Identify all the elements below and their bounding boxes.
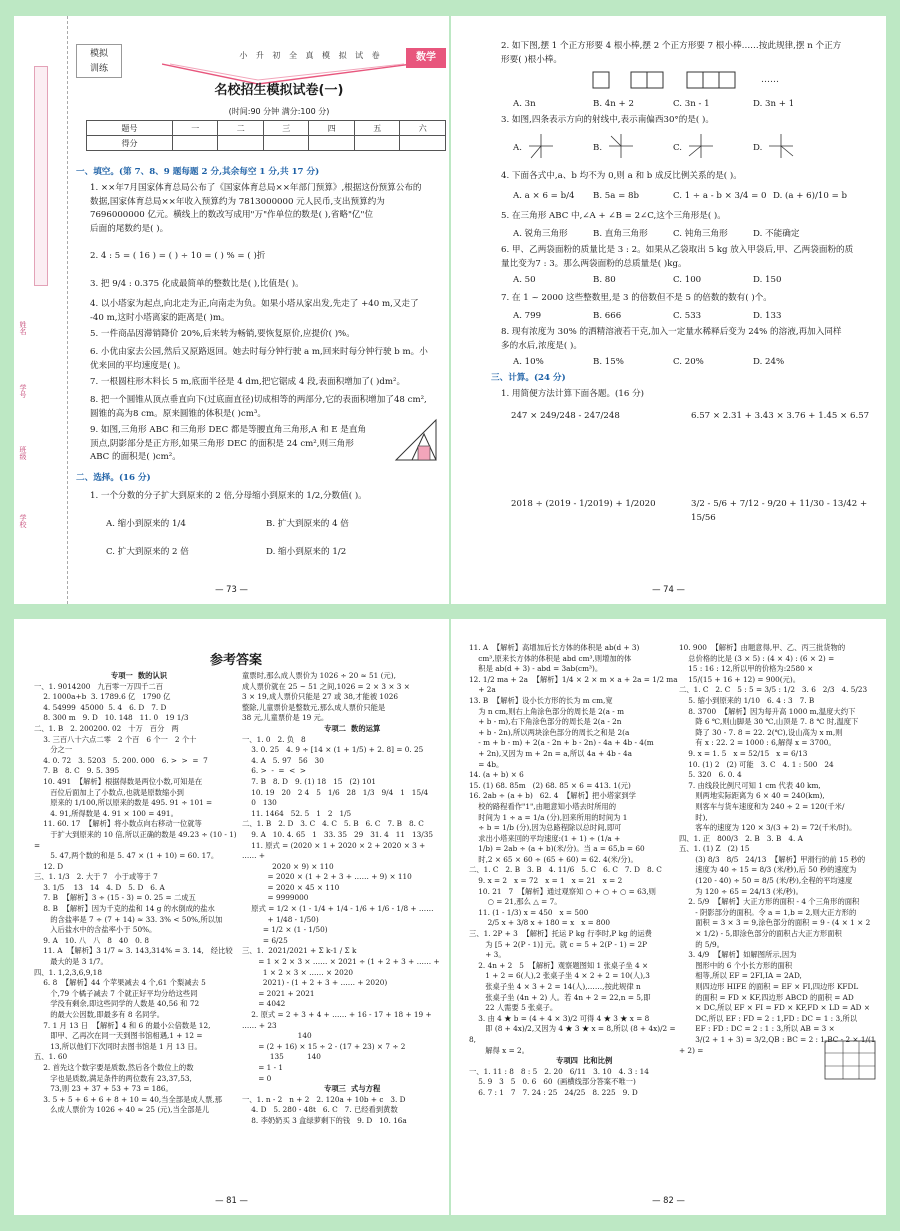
answer-line: 2. 5/9 【解析】大正方形的面积 - 4 个三角形的面积 <box>679 897 860 907</box>
answer-line: 时,2 × 65 × 60 ÷ (65 + 60) = 62. 4(米/分)。 <box>469 854 638 864</box>
answer-line: - m + b - m) + 2(a - 2n + b - 2n) - 4a + 4b - 4(m <box>469 738 654 748</box>
option[interactable]: A. 3n <box>513 99 536 109</box>
subject-tag: 数学 <box>406 48 446 68</box>
answer-line: 二、1. C 2. C 5 : 5 = 3/5 : 1/2 3. 6 2/3 4. 5/23 <box>679 685 868 695</box>
question-3: 3. 把 9/4 : 0.375 化成最简单的整数比是( ),比值是( )。 <box>90 279 304 289</box>
choice-question-5: 5. 在三角形 ABC 中,∠A + ∠B = 2∠C,这个三角形是( )。 <box>501 211 726 221</box>
question-1: 1. ××年7月国家体育总局公布了《国家体育总局××年部门预算》,根据这份预算公布的 数据,国家体育总局××年收入预算约为 7813000000 元人民币,支出预算约为 7696000000 亿元。横线上的数改写成用"万"作单位的数是( ),省略"亿"位 后面的尾数约是( )。 <box>90 183 422 234</box>
option[interactable]: B. 5a = 8b <box>593 191 640 201</box>
calc-item-1: 247 × 249/248 - 247/248 <box>511 411 620 421</box>
option[interactable]: D. 不能确定 <box>753 229 800 239</box>
answer-line: 10. 21 7 【解析】通过观察知 ○ + ○ + ○ = 63,则 <box>469 886 656 896</box>
choice-option-d[interactable]: D. 缩小到原来的 1/2 <box>266 547 347 557</box>
answer-line: 三、1. 2021/2021 + Σ k-1 / Σ k <box>242 946 357 956</box>
answer-line: 7. 1 月 13 日 【解析】4 和 6 的最小公倍数是 12, <box>34 1020 211 1030</box>
answer-line: = 4b。 <box>469 759 504 769</box>
answer-line: 总价格的比是 (3 × 5) : (4 × 4) : (6 × 2) = <box>679 653 835 663</box>
notice-stripe <box>34 66 48 286</box>
calc-item-2: 6.57 × 2.31 + 3.43 × 3.76 + 1.45 × 6.57 <box>691 411 870 421</box>
answer-line: = (2 + 16) × 15 ÷ 2 - (17 + 23) × 7 ÷ 2 <box>242 1041 406 1051</box>
question-6: 6. 小优由家去公园,然后又原路返回。她去时每分钟行驶 a m,回来时每分钟行驶 b m。小 优来回的平均速度是( )。 <box>90 347 428 371</box>
page-number: — 81 — <box>215 1195 248 1205</box>
answer-line: 专项三 式与方程 <box>303 1084 381 1094</box>
answer-line: 0 130 <box>242 798 277 808</box>
question-4: 4. 以小塔家为起点,向北走为正,向南走为负。如果小塔从家出发,先走了 +40 m,又走了 -40 m,这时小塔离家的距离是( )m。 <box>90 299 419 323</box>
option[interactable]: A. 50 <box>513 275 536 285</box>
answer-line: 3. 由 4 ★ b = (4 + 4 × 3)/2 可得 4 ★ 3 ★ x = 8 <box>469 1013 650 1023</box>
answer-line: 14. (a + b) × 6 <box>469 770 524 780</box>
answer-line: 3. 5 + 5 + 6 + 6 + 8 + 10 = 40,当全部是成人票,那 <box>34 1094 222 1104</box>
answer-line: 13. B 【解析】设小长方形的长为 m cm,宽 <box>469 695 613 705</box>
section-fill-in: 一、填空。(第 7、8、9 题每题 2 分,其余每空 1 分,共 17 分) <box>76 167 320 177</box>
option[interactable]: A. 锐角三角形 <box>513 229 568 239</box>
choice-option-b[interactable]: B. 扩大到原来的 4 倍 <box>266 519 349 529</box>
answer-line: 原式 = 1/2 × (1 - 1/4 + 1/4 - 1/6 + 1/6 - 1/8 + …… <box>242 904 434 914</box>
answer-line: 三、1. 1/3 2. 大于 7 小于或等于 7 <box>34 872 158 882</box>
answer-line: 为 n cm,则右上角涂色部分的周长是 2(a - m <box>469 706 624 716</box>
answer-line: 7. B 8. D 9. (1) 18 15 (2) 101 <box>242 776 376 786</box>
answer-line: 4. D 5. 280 - 48t 6. C 7. 已经看到黄数 <box>242 1105 398 1115</box>
choice-option-c[interactable]: C. 扩大到原来的 2 倍 <box>106 547 189 557</box>
answer-line: 2. 首先这个数字要是质数,然后各个数位上的数 <box>34 1062 194 1072</box>
option[interactable]: D. (a + 6)/10 = b <box>773 191 848 201</box>
answer-line: 么成人票价为 1026 ÷ 40 ≈ 25 (元),当全部是儿 <box>34 1105 210 1115</box>
answer-line: = 1/2 × (1 - 1/50) <box>242 925 328 935</box>
answer-line: = 9999000 <box>242 893 309 903</box>
answer-line: 一、1. 11 : 8 8 : 5 2. 20 6/11 3. 10 4. 3 : 14 <box>469 1066 649 1076</box>
question-5: 5. 一件商品因滞销降价 20%,后来转为畅销,要恢复原价,应提价( )%。 <box>90 329 355 339</box>
answer-line: DC,所以 EF : FD = 2 : 1,FD : DC = 1 : 3,所以 <box>679 1013 858 1023</box>
answer-line: 11. (1 - 1/3) x = 450 x = 500 <box>469 907 589 917</box>
answer-line: 4. 91,所得数是 4. 91 × 100 = 491。 <box>34 808 178 818</box>
answer-line: 12. D <box>34 861 64 871</box>
score-cell: 题号 <box>87 121 173 136</box>
binding-sidebar <box>14 16 68 604</box>
answers-column-left <box>469 643 679 1099</box>
choice-question-3: 3. 如图,四条表示方向的射线中,表示南偏西30°的是( )。 <box>501 115 714 125</box>
answer-line: 一、1. 9014200 九百零一万四千二百 <box>34 681 164 691</box>
answer-line: 10. 19 20 2 4 5 1/6 28 1/3 9/4 1 15/4 <box>242 787 429 797</box>
score-cell[interactable] <box>172 136 218 151</box>
answer-line: 8. 李奶奶买 3 盒绿萝剩下的钱 9. D 10. 16a <box>242 1115 407 1125</box>
answer-line: 3. 三百八十六点二零 2 个百 6 个一 2 个十 <box>34 734 197 744</box>
answer-line: 4. 54999 45000 5. 4 6. D 7. D <box>34 702 167 712</box>
answer-line: 11. 原式 = (2020 × 1 + 2020 × 2 + 2020 × 3 + …… + <box>242 840 428 861</box>
answer-line: 10. 900 【解析】由题意得,甲、乙、丙三批货物的 <box>679 643 846 652</box>
section-calculation: 三、计算。(24 分) <box>491 373 566 383</box>
svg-text:……: …… <box>761 75 779 85</box>
answer-line: 有 x : 22. 2 = 1000 : 6,解得 x = 3700。 <box>679 738 836 748</box>
option[interactable]: B. 直角三角形 <box>593 229 648 239</box>
answers-heading: 参考答案 <box>210 653 263 668</box>
option[interactable]: C. 20% <box>673 357 704 367</box>
score-cell: 得分 <box>87 136 173 151</box>
score-cell: 六 <box>400 121 446 136</box>
answer-line: 则客车与货车速度和为 240 ÷ 2 = 120(千米/ <box>679 801 845 811</box>
answer-line: 5. 9 3 5 0. 6 60 (画横线部分答案不唯一) <box>469 1077 636 1087</box>
answer-line: = 2021 + 2021 <box>242 988 315 998</box>
triangle-figure <box>392 416 442 466</box>
answer-line: 五、1. (1) Z (2) 15 <box>679 844 750 854</box>
answer-line: = 4042 <box>242 999 286 1009</box>
exam-page-74 <box>451 16 886 604</box>
answer-line: 学没有剩余,即这些同学的人数是 40,56 和 72 <box>34 999 200 1009</box>
question-2: 2. 4 : 5 = ( 16 ) = ( ) ÷ 10 = ( ) % = ( )折 <box>90 251 266 261</box>
answer-line: 百位后面加上了小数点,也就是原数缩小到 <box>34 787 184 797</box>
option[interactable]: D. 150 <box>753 275 782 285</box>
answer-line: 专项四 比和比例 <box>535 1056 613 1066</box>
option[interactable]: D. <box>753 143 763 153</box>
answer-line: 11. A 【解析】3 1/7 ≈ 3. 143,314% = 3. 14, 经比较 <box>34 946 233 956</box>
answer-line: 9. x = 1. 5 x = 52/15 x = 6/13 <box>679 748 808 758</box>
answer-line: 时), <box>679 812 708 822</box>
answer-line: 专项一 数的认识 <box>110 671 168 680</box>
option[interactable]: C. 533 <box>673 311 702 321</box>
answer-line: 的最大公因数,即最多有 8 名同学。 <box>34 1010 165 1019</box>
answer-page-82 <box>451 619 886 1215</box>
option[interactable]: C. 100 <box>673 275 702 285</box>
answer-line: 10. (1) 2 (2) 可能 3. C 4. 1 : 500 24 <box>679 759 834 769</box>
answer-line: + b - 2n),所以两块涂色部分的周长之和是 2(a <box>469 727 630 737</box>
answer-line: cm³,原来长方体的体积是 abd cm³,则增加的体 <box>469 653 632 663</box>
sidebar-label-id: 学号 <box>19 384 27 398</box>
answer-line: 9. A 10. 4. 65 1 33. 35 29 31. 4 11 13/35 <box>242 829 434 839</box>
choice-question-4: 4. 下面各式中,a、b 均不为 0,则 a 和 b 成反比例关系的是( )。 <box>501 171 742 181</box>
answer-line: 一、1. n - 2 n + 2 2. 120a + 10b + c 3. D <box>242 1094 406 1104</box>
answer-line: 即甲、乙再次在同一天到图书馆相遇,1 + 12 = <box>34 1031 203 1041</box>
answer-line: 6. > - = < > <box>242 766 307 776</box>
answer-line: = 0 <box>242 1073 272 1083</box>
option[interactable]: C. 钝角三角形 <box>673 229 728 239</box>
answer-line: 降了 30 - 7. 8 = 22. 2(℃),设山高为 x m,则 <box>679 727 843 737</box>
page-number: — 74 — <box>652 584 685 594</box>
option[interactable]: A. 799 <box>513 311 542 321</box>
answer-line: 3. 0. 25 4. 9 ÷ [14 × (1 + 1/5) + 2. 8] = 0. 25 <box>242 745 424 755</box>
answer-line: 2/5 x + 3/8 x + 180 = x x = 800 <box>469 918 610 928</box>
answer-line: 7. B 8. C 9. 5. 395 <box>34 766 120 776</box>
option[interactable]: B. 4n + 2 <box>593 99 634 109</box>
answer-line: 11. 1464 52. 5 1 2 1/5 <box>242 808 352 818</box>
answer-line: 客车的速度为 120 × 3/(3 + 2) = 72(千米/时)。 <box>679 823 857 833</box>
sidebar-label-class: 班级 <box>19 446 27 460</box>
answer-line: 相等,所以 EF = 2FI,IA = 2AD, <box>679 971 802 981</box>
answer-line: 的面积 = FD × KF,四边形 ABCD 的面积 = AD <box>679 992 854 1002</box>
answer-line: 求出小塔来回的平均速度:(1 + 1) ÷ (1/a + <box>469 833 621 843</box>
answer-line: × DC,所以 EF × FI = FD × KF,FD × LD = AD × <box>679 1003 870 1013</box>
answer-line: 8. 3700 【解析】因为每升高 1000 m,温度大约下 <box>679 706 856 716</box>
answer-line: 4. 0. 72 3. 5203 5. 200. 000 6. > > = 7 <box>34 755 208 765</box>
choice-question-8: 8. 现有浓度为 30% 的洒精溶液若干克,加入一定量水稀释后变为 24% 的溶液,再加入同样 多的水后,浓度是( )。 <box>501 327 842 351</box>
matchstick-squares-figure <box>591 68 841 92</box>
answers-column-right <box>242 671 442 1127</box>
option[interactable]: C. 3n - 1 <box>673 99 710 109</box>
exam-page-73 <box>14 16 449 604</box>
answer-line: 的含盐率是 7 ÷ (7 + 14) ≈ 33. 3% < 50%,所以加 <box>34 914 223 924</box>
answer-line: 5. 缩小到原来的 1/10 6. 4 : 3 7. B <box>679 695 815 705</box>
score-cell: 一 <box>172 121 218 136</box>
answer-line: 6. 8 【解析】44 个苹果减去 4 个,61 个梨减去 5 <box>34 978 206 988</box>
answer-line: = 6/25 <box>242 935 288 945</box>
answer-line: 个,79 个橘子减去 7 个就正好平均分给这些同 <box>34 988 198 998</box>
answer-line: 张桌子坐 (4n + 2) 人。若 4n + 2 = 22,n = 5,即 <box>469 992 651 1002</box>
answer-line: 1 × 2 × 3 × …… × 2020 <box>242 967 353 977</box>
answers-column-right <box>679 643 883 1056</box>
option[interactable]: A. 10% <box>513 357 544 367</box>
option[interactable]: C. <box>673 143 683 153</box>
answer-line: 二、1. B 2. 200200. 02 十万 百分 两 <box>34 723 179 733</box>
calc-item-4: 3/2 - 5/6 + 7/12 - 9/20 + 11/30 - 13/42 + 15/56 <box>691 499 868 523</box>
score-cell[interactable] <box>354 136 400 151</box>
answer-line: 1 + 2 = 6(人),2 张桌子坐 4 × 2 + 2 = 10(人),3 <box>469 971 650 981</box>
option[interactable]: A. <box>513 143 522 153</box>
answer-line: 6. 7 : 1 7 7. 24 : 25 24/25 8. 225 9. D <box>469 1087 638 1097</box>
choice-question-6: 6. 甲、乙两袋面粉的质量比是 3 : 2。如果从乙袋取出 5 kg 放入甲袋后,甲、乙两袋面粉的质 量比变为7 : 3。那么两袋面粉的总质量是( )kg。 <box>501 245 854 269</box>
answer-line: 3 × 19,成人票价只能是 27 或 38,才能被 1026 <box>242 692 399 702</box>
score-cell[interactable] <box>263 136 309 151</box>
answer-line: 专项二 数的运算 <box>303 723 381 733</box>
option[interactable]: B. 666 <box>593 311 622 321</box>
answer-line: 图形中的 6 个小长方形的面积 <box>679 960 793 970</box>
answer-line: 7. B 【解析】3 ÷ (15 - 3) = 0. 25 = 二成五 <box>34 893 196 903</box>
option[interactable]: D. 24% <box>753 357 785 367</box>
answer-line: 13,所以他们下次同时去图书馆是 1 月 13 日。 <box>34 1041 202 1051</box>
choice-option-a[interactable]: A. 缩小到原来的 1/4 <box>106 519 186 529</box>
answer-line: 解得 x = 2。 <box>469 1045 529 1055</box>
answer-line: 二、1. B 2. D 3. C 4. C 5. B 6. C 7. B 8. C <box>242 819 424 829</box>
answer-line: 张桌子坐 4 × 3 + 2 = 14(人),……,按此规律 n <box>469 982 641 991</box>
answer-line: 则两地实际距离为 6 × 40 = 240(km), <box>679 791 825 801</box>
answer-line: 最大的是 3 1/7。 <box>34 957 108 967</box>
answer-line: 15. (1) 68. 85m (2) 68. 85 × 6 = 413. 1(元) <box>469 780 631 790</box>
answer-line: 73,则 23 + 37 + 53 + 73 = 186。 <box>34 1084 173 1094</box>
answer-line: 9. A 10. 八 八 8 40 0. 8 <box>34 935 149 945</box>
answer-line: 12. 1/2 ma + 2a 【解析】1/4 × 2 × m × a + 2a = 1/2 ma <box>469 674 678 684</box>
answer-line: 9. x = 2 x = 72 x = 1 x = 21 x = 2 <box>469 876 623 886</box>
answer-line: 3. 4/9 【解析】如解图所示,因为 <box>679 950 797 960</box>
page-number: — 73 — <box>215 584 248 594</box>
answer-line: 2020 × 9) × 110 <box>242 861 334 871</box>
direction-rays-figure <box>527 132 827 162</box>
score-table-score-row <box>87 136 446 151</box>
answer-line: EF : FD : DC = 2 : 1 : 3,所以 AB = 3 × <box>679 1024 835 1034</box>
answer-line: 校的路程看作"1",由题意知小塔去时所用的 <box>469 801 617 811</box>
answer-line: 速度为 40 ÷ 15 = 8/3 (米/秒),后 50 秒的速度为 <box>679 865 857 875</box>
option[interactable]: B. 80 <box>593 275 616 285</box>
answer-line: 二、1. C 2. B 3. B 4. 11/6 5. C 6. C 7. D 8. C <box>469 865 662 875</box>
question-7: 7. 一根圆柱形木料长 5 m,底面半径是 4 dm,把它锯成 4 段,表面积增加了( )dm²。 <box>90 377 406 387</box>
answer-line: 11. 60. 17 【解析】将小数点向右移动一位就等 <box>34 819 202 829</box>
answer-line: 10. 491 【解析】根据得数是两位小数,可知是在 <box>34 776 203 786</box>
answer-line: 2. 1000a+b 3. 1789.6 亿 1790 亿 <box>34 692 171 702</box>
answer-line: 2. 4n + 2 5 【解析】观察题图知 1 张桌子坐 4 × <box>469 960 649 970</box>
answer-line: = 1 × 2 × 3 × …… × 2021 ÷ (1 + 2 + 3 + …… + <box>242 957 440 967</box>
sidebar-label-name: 姓名 <box>19 321 27 335</box>
option[interactable]: D. 3n + 1 <box>753 99 795 109</box>
answer-line: 四、1. 正 800/3 2. B 3. B 4. A <box>679 833 803 843</box>
answer-line: 一、1. 0 2. 负 8 <box>242 734 306 744</box>
answer-line: 15 : 16 : 12,所以甲的价格为:2580 × <box>679 664 814 674</box>
answer-line: 时间为 1 ÷ a = 1/a (分),回来所用的时间为 1 <box>469 812 628 822</box>
calc-title: 1. 用简便方法计算下面各题。(16 分) <box>501 389 645 399</box>
answer-line: 原来的 1/100,所以原来的数是 495. 91 ÷ 101 = <box>34 798 213 808</box>
answer-line: (3) 8/3 8/5 24/13 【解析】甲滑行的前 15 秒的 <box>679 854 866 864</box>
question-8: 8. 把一个圆锥从顶点垂直向下(过底面直径)切成相等的两部分,它的表面积增加了48 cm², 圆锥的高为8 cm。原来圆锥的体积是( )cm³。 <box>90 395 427 419</box>
exam-title: 名校招生模拟试卷(一) <box>214 83 344 98</box>
section-choice: 二、选择。(16 分) <box>76 473 151 483</box>
answer-line: 5. 320 6. 0. 4 <box>679 770 742 780</box>
answer-line: 积是 ab(d + 3) - abd = 3ab(cm³)。 <box>469 664 603 674</box>
option[interactable]: D. 133 <box>753 311 782 321</box>
answer-page-81 <box>14 619 449 1215</box>
calc-item-3: 2018 ÷ (2019 - 1/2019) + 1/2020 <box>511 499 656 509</box>
score-cell: 四 <box>309 121 355 136</box>
answer-line: 4. A 5. 97 56 30 <box>242 755 324 765</box>
answers-column-left <box>34 671 244 1116</box>
answer-line: + 3。 <box>469 950 506 960</box>
choice-question-2: 2. 如下图,摆 1 个正方形要 4 根小棒,摆 2 个正方形要 7 根小棒……按此规律,摆 n 个正方 形要( )根小棒。 <box>501 41 842 65</box>
page-number: — 82 — <box>652 1195 685 1205</box>
score-table-header-row <box>87 121 446 136</box>
answer-line: 分之一 <box>34 745 73 755</box>
answer-line: 降 6 ℃,则山脚是 30 ℃,山顶是 7. 8 ℃ 时,温度下 <box>679 717 859 727</box>
sidebar-label-school: 学校 <box>19 514 27 528</box>
answer-line: + 2a <box>469 685 496 695</box>
answer-line: 2. 原式 = 2 + 3 + 4 + …… + 16 - 17 + 18 + 19 + …… + 23 <box>242 1010 434 1030</box>
score-table <box>86 120 446 151</box>
answer-line: 38 元,儿童票价是 19 元。 <box>242 713 329 723</box>
answer-line: 135 140 <box>242 1052 321 1062</box>
answer-line: 7. 由线段比例尺可知 1 cm 代表 40 km, <box>679 780 821 790</box>
exam-banner: 小 升 初 全 真 模 拟 试 卷 <box>239 51 383 60</box>
answer-line: ÷ b = 1/b (分),因为总路程除以总时间,即可 <box>469 823 622 833</box>
score-cell[interactable] <box>218 136 264 151</box>
answer-line: + b - m),右下角涂色部分的周长是 2(a - 2n <box>469 717 622 727</box>
score-cell[interactable] <box>309 136 355 151</box>
training-badge: 模拟 训练 <box>76 44 122 78</box>
answer-line: ○ = 21,那么 △ = 7。 <box>469 897 562 907</box>
answer-line: 22 人需要 5 张桌子。 <box>469 1003 558 1013</box>
answer-line: 1/b) = 2ab ÷ (a + b)(米/分)。当 a = 65,b = 60 <box>469 844 645 854</box>
score-cell: 三 <box>263 121 309 136</box>
answer-line: = 2020 × 45 × 110 <box>242 882 340 892</box>
option[interactable]: C. 1 ÷ a - b × 3/4 = 0 <box>673 191 767 201</box>
answer-line: 8. 300 m 9. D 10. 148 11. 0 19 1/3 <box>34 713 189 723</box>
answer-line: 整除,儿童票价是整数元,那么成人票价只能是 <box>242 702 386 712</box>
option[interactable]: A. a × 6 = b/4 <box>513 191 575 201</box>
answer-line: 面积 = 3 × 3 = 9,涂色部分的面积 = 9 - (4 × 1 × 2 <box>679 918 871 928</box>
question-9: 9. 如图,三角形 ABC 和三角形 DEC 都是等腰直角三角形,A 和 E 是直角 顶点,阴影部分是正方形,如果三角形 DEC 的面积是 24 cm²,则三角形 ABC 的面积是( )cm²。 <box>90 425 367 463</box>
choice-question-7: 7. 在 1 ~ 2000 这些整数里,是 3 的倍数但不是 5 的倍数的数有( )个。 <box>501 293 772 303</box>
answer-line: 则四边形 HIFE 的面积 = EF × FI,四边形 KFDL <box>679 982 859 991</box>
answer-line: × 1/2) - 5,即涂色部分的面积占大正方形面积 <box>679 929 842 939</box>
answer-line: 的 5/9。 <box>679 939 724 949</box>
answer-line: 为 120 ÷ 65 = 24/13 (米/秒)。 <box>679 886 803 896</box>
score-cell: 五 <box>354 121 400 136</box>
answer-line: (120 - 40) ÷ 50 = 8/5 (米/秒),全程的平均速度 <box>679 876 853 886</box>
answer-line: - 阴影部分的面积。令 a = 1,b = 2,则大正方形的 <box>679 907 857 917</box>
answer-line: 3/(2 + 1 + 3) = 3/2,QB : BC = 2 : 1,BC - 2 × 1/(1 + 2) = <box>679 1034 878 1055</box>
answer-line: 五、1. 60 <box>34 1052 68 1062</box>
answer-line: + 2n),又因为 m + 2n = a,所以 4a + 4b - 4a <box>469 748 632 758</box>
answer-line: 成人票价就在 25 ~ 51 之间,1026 = 2 × 3 × 3 × <box>242 681 410 691</box>
answer-line: 三、1. 2P + 3 【解析】托运 P kg 行李时,P kg 的运费 <box>469 929 652 939</box>
option[interactable]: B. 15% <box>593 357 624 367</box>
answer-line: = 1 - 1 <box>242 1062 284 1072</box>
answer-line: 入后盐水中的含盐率小于 50%。 <box>34 925 157 935</box>
answer-line: 11. A 【解析】高增加后长方体的体积是 ab(d + 3) <box>469 643 640 652</box>
choice-question-1: 1. 一个分数的分子扩大到原来的 2 倍,分母缩小到原来的 1/2,分数值( )。 <box>90 491 367 501</box>
answer-line: + 1/48 - 1/50) <box>242 914 319 924</box>
score-cell[interactable] <box>400 136 446 151</box>
answer-line: 140 <box>242 1031 312 1041</box>
answer-line: 于扩大到原来的 10 倍,所以正确的数是 49.23 ÷ (10 - 1) = <box>34 829 239 850</box>
answer-line: 四、1. 1,2,3,6,9,18 <box>34 967 102 977</box>
answer-line: 童票时,那么成人票价为 1026 ÷ 20 ≈ 51 (元), <box>242 671 396 680</box>
answer-line: = 2020 × (1 + 2 + 3 + …… + 9) × 110 <box>242 872 412 882</box>
answer-line: 15/(15 + 16 + 12) = 900(元)。 <box>679 674 801 684</box>
score-cell: 二 <box>218 121 264 136</box>
answer-line: 2021) - (1 + 2 + 3 + …… + 2020) <box>242 978 388 988</box>
answer-line: 字也是质数,满足条件的两位数有 23,37,53, <box>34 1073 192 1083</box>
answer-line: 即 (8 + 4x)/2,又因为 4 ★ 3 ★ x = 8,所以 (8 + 4x)/2 = 8, <box>469 1024 678 1044</box>
rectangle-grid-figure <box>823 1039 879 1083</box>
answer-line: 16. 2ab ÷ (a + b) 62. 4 【解析】把小塔家到学 <box>469 791 636 801</box>
answer-line: 为 [5 + 2(P - 1)] 元。就 c = 5 + 2(P - 1) = 2P <box>469 939 648 949</box>
answer-line: 8. B 【解析】因为千克的盐和 14 g 的水倒成的盐水 <box>34 904 215 914</box>
answer-line: 5. 47,两个数的和是 5. 47 × (1 + 10) = 60. 17。 <box>34 851 219 861</box>
option[interactable]: B. <box>593 143 603 153</box>
answer-line: 3. 1/5 13 14 4. D 5. D 6. A <box>34 882 165 892</box>
exam-subtitle: (时间:90 分钟 满分:100 分) <box>228 107 330 116</box>
